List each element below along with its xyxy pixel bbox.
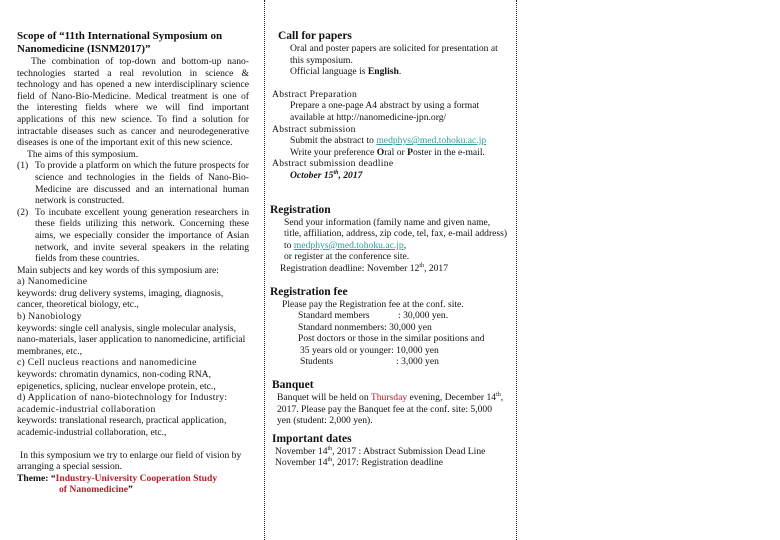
fee-row-standard-nonmembers [272,322,508,334]
subject-title-d: d) Application of nano-biotechnology for Industry: [17,392,228,404]
subject-title-b: b) Nanobiology [17,311,82,323]
deadline-month: October 15 [290,169,334,181]
fee-label: Standard nonmembers [298,321,385,333]
deadline-sup: th [333,169,339,176]
subject-title-c: c) Cell nucleus reactions and nanomedicine [17,357,197,369]
call-for-papers-title: Call for papers [278,30,352,42]
aim-text: To incubate excellent young generation researchers in these fields utilizing this network. Concerning these aims, we especially consider the importance of Asian network, and invite several speakers in the relating fields from these countries. [35,206,249,265]
closing-text: In this symposium we try to enlarge our field of vision by arranging a special session. [17,449,242,473]
registration-fee-intro: Please pay the Registration fee at the conf. site. [282,298,464,310]
fee-value: : 30,000 yen [384,321,432,333]
banquet-day: Thursday [370,392,408,404]
official-language-label: Official language is [290,66,368,78]
banquet-text-mid: evening, December 14 [407,392,497,404]
abstract-deadline-date [272,170,508,182]
subject-keywords-b: keywords: single cell analysis, single molecular analysis, nano-materials, laser application to nanomedicine, artificial membranes, etc., [17,322,246,357]
registration-deadline-label: Registration deadline: November 12 [280,262,420,274]
abstract-preparation-text: Prepare a one-page A4 abstract by using a format available at http://nanomedicine-jpn.org/ [290,100,480,123]
aims-heading: The aims of this symposium. [27,148,139,160]
date-sup: th [327,457,333,464]
submission-email-link[interactable]: medphys@med.tohoku.ac.jp [376,135,487,147]
important-date-item [272,446,508,458]
registration-alt: or register at the conference site. [284,251,410,263]
aim-text: To provide a platform on which the future prospects for science and technologies in the fields of Nano-Bio-Medicine are discussed and an international human network is constructed. [35,160,249,207]
registration-fee-title: Registration fee [270,285,348,298]
fee-label: Standard members [298,310,370,322]
comma: , [403,239,407,251]
fee-value: : 30,000 yen. [398,310,449,322]
official-language-value: English [367,66,399,78]
theme-close-quote: ” [128,484,133,496]
fee-postdoc-line1: Post doctors or those in the similar positions and [298,333,485,345]
scope-title-line1: Scope of “11th International Symposium on [17,30,223,42]
subject-keywords-c: keywords: chromatin dynamics, non-coding RNA, epigenetics, splicing, nuclear envelope protein, etc., [17,369,216,392]
aim-number: (2) [17,206,29,218]
poster-initial: P [407,146,413,158]
date-pre: November 14 [275,457,328,469]
oral-rest: ral or [384,146,408,158]
aim-item-1 [17,160,249,206]
date-sup: th [327,445,333,452]
preference-label: Write your preference [290,146,377,158]
info-column [272,30,508,469]
subjects-heading: Main subjects and key words of this symposium are: [17,264,219,276]
subject-title-a: a) Nanomedicine [17,276,88,288]
banquet-sup: th [496,391,501,398]
aim-item-2 [17,207,249,265]
abstract-submission-heading: Abstract submission [272,123,356,135]
deadline-year: , 2017 [338,169,363,181]
fee-row-students [272,356,508,368]
date-post: , 2017: Registration deadline [332,457,444,469]
fee-postdoc-line2: 35 years old or younger: 10,000 yen [300,344,439,356]
period: . [398,66,402,78]
preference-text [272,147,508,159]
abstract-deadline-heading: Abstract submission deadline [272,158,394,170]
scope-title-line2: Nanomedicine (ISNM2017)” [17,43,151,55]
scope-title [17,30,249,56]
date-pre: November 14 [275,445,328,457]
column-divider-left [264,0,265,540]
scope-intro: The combination of top-down and bottom-up nano-technologies started a real revolution in science & technology and has opened a new interdisciplinary science field of Nano-Bio-Medicine. Medical treatment is one of the interesting fields where we will find important applications of this new science. To find a solution for intractable diseases such as cancer and neurodegenerative diseases is one of the important exit of this new science. [17,56,249,149]
registration-deadline-year: , 2017 [424,262,448,274]
column-divider-right [516,0,517,540]
abstract-submission-text [272,135,508,147]
banquet-title: Banquet [272,379,314,392]
registration-deadline [272,263,508,275]
date-post: , 2017 : Abstract Submission Dead Line [332,445,486,457]
banquet-text-post: , 2017. Please pay the Banquet fee at the conf. site: 5,000 yen (student: 2,000 yen). [277,392,504,427]
fee-value: : 3,000 yen [396,356,439,368]
banquet-text [272,392,508,427]
subject-keywords-d: keywords: translational research, practical application, academic-industrial collaboration, etc., [17,415,227,438]
theme-title-line1: Industry-University Cooperation Study [55,472,218,484]
registration-instructions: Send your information (family name and given name, title, affiliation, address, zip code, tel, fax, e-mail address) to [284,216,508,251]
important-dates-title: Important dates [272,432,352,445]
theme-title-line2: of Nanomedicine [59,484,129,496]
registration-email-link[interactable]: medphys@med.tohoku.ac.jp [293,239,404,251]
scope-column [17,30,249,496]
registration-title: Registration [270,203,331,216]
abstract-preparation-heading: Abstract Preparation [272,88,358,100]
theme-label: Theme: “ [17,472,56,484]
important-date-item [272,457,508,469]
fee-label: Students [300,356,334,368]
official-language [272,66,508,78]
poster-rest: oster in the e-mail. [412,146,485,158]
submission-label: Submit the abstract to [290,135,377,147]
oral-initial: O [376,146,385,158]
aim-number: (1) [17,160,29,172]
fee-row-standard-members [272,310,508,322]
subject-title-d-line2: academic-industrial collaboration [17,403,156,415]
subject-keywords-a: keywords: drug delivery systems, imaging, diagnosis, cancer, theoretical biology, etc., [17,287,224,311]
call-for-papers-text: Oral and poster papers are solicited for presentation at this symposium. [290,43,498,66]
registration-text [272,217,508,252]
theme-line [17,473,249,496]
banquet-text-pre: Banquet will be held on [277,392,371,404]
deadline-sup: th [419,262,425,269]
